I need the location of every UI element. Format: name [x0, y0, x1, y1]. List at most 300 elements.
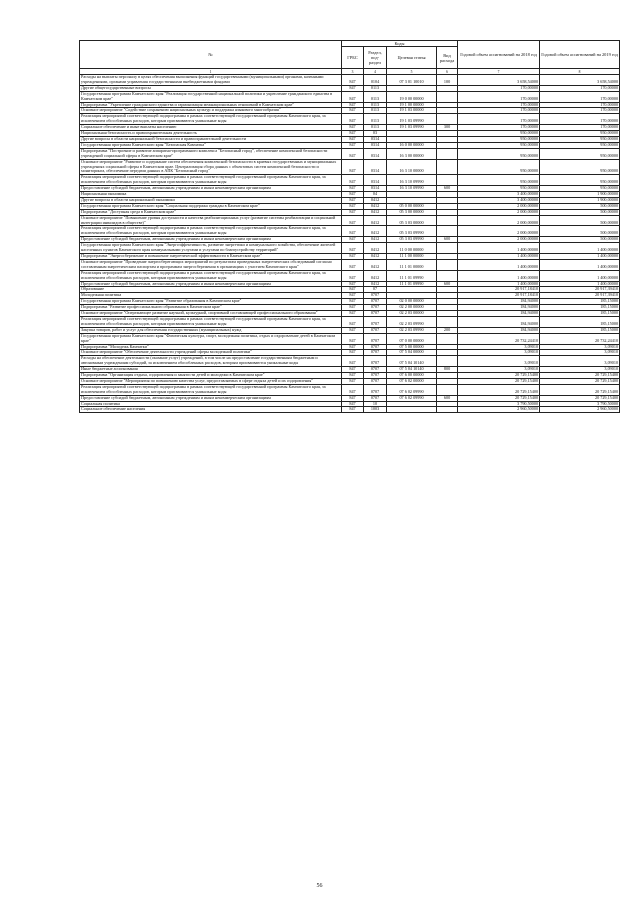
table-row [80, 148, 620, 159]
table-row [80, 270, 620, 281]
table-row [80, 175, 620, 186]
row-grbs-cell: 847 [342, 131, 364, 137]
row-name-cell: Основное мероприятие "Развитие и содержание систем обеспечения комплексной безопасности в краевых государственных и муниципальных учреждениях социальной сферы в Камчатском крае. Централизация сбора данных с объектовых систем комплексной безопасности и мониторинга, обеспечение передачи данных в АПК "Безопасный город" [80, 159, 342, 175]
row-grbs-cell: 847 [342, 287, 364, 293]
row-name-cell: Национальная безопасность и правоохранительная деятельность [80, 131, 342, 137]
row-grbs-cell: 847 [342, 148, 364, 159]
row-grbs-cell: 847 [342, 395, 364, 401]
row-sum-2019-cell: 170,00000 [540, 125, 620, 131]
row-grbs-cell: 847 [342, 281, 364, 287]
row-grbs-cell: 847 [342, 226, 364, 237]
row-sum-2019-cell: 3,09010 [540, 350, 620, 356]
row-section-cell: 0707 [364, 384, 387, 395]
row-sum-2019-cell: 1 400,00000 [540, 270, 620, 281]
row-target-article-cell: 11 1 01 00000 [387, 259, 437, 270]
row-name-cell: Социальная политика [80, 401, 342, 407]
row-grbs-cell: 847 [342, 237, 364, 243]
row-name-cell: Основное мероприятие "Содействие сохранению национальных культур и поддержка языкового многообразия" [80, 108, 342, 114]
row-sum-2018-cell: 950,00000 [458, 148, 540, 159]
row-section-cell: 0314 [364, 142, 387, 148]
row-sum-2019-cell: 3,09010 [540, 344, 620, 350]
row-sum-2018-cell: 20 729,15400 [458, 373, 540, 379]
row-name-cell: Предоставление субсидий бюджетным, автономным учреждениям и иным некоммерческим организациям [80, 186, 342, 192]
row-expense-type-cell [437, 148, 458, 159]
row-name-cell: Другие вопросы в области национальной экономики [80, 197, 342, 203]
row-sum-2018-cell: 170,00000 [458, 85, 540, 91]
row-grbs-cell: 847 [342, 75, 364, 86]
row-section-cell: 0707 [364, 311, 387, 317]
row-section-cell: 0314 [364, 159, 387, 175]
row-expense-type-cell: 600 [437, 237, 458, 243]
row-sum-2018-cell: 2 000,00000 [458, 237, 540, 243]
row-grbs-cell: 847 [342, 327, 364, 333]
row-expense-type-cell [437, 384, 458, 395]
row-sum-2018-cell: 950,00000 [458, 159, 540, 175]
header-target-article: Целевая статья [387, 47, 437, 69]
row-section-cell: 0113 [364, 125, 387, 131]
row-section-cell: 0707 [364, 373, 387, 379]
row-expense-type-cell: 300 [437, 125, 458, 131]
row-name-cell: Другие общегосударственные вопросы [80, 85, 342, 91]
budget-table [79, 40, 620, 413]
row-name-cell: Государственная программа Камчатского края "Безопасная Камчатка" [80, 142, 342, 148]
row-name-cell: Другие вопросы в области национальной безопасности и правоохранительной деятельности [80, 136, 342, 142]
row-sum-2019-cell: 170,00000 [540, 91, 620, 102]
row-sum-2019-cell: 20 917,39410 [540, 287, 620, 293]
row-sum-2019-cell: 170,00000 [540, 85, 620, 91]
row-sum-2018-cell: 3,09010 [458, 367, 540, 373]
row-expense-type-cell: 600 [437, 186, 458, 192]
row-sum-2018-cell: 184,94000 [458, 316, 540, 327]
row-sum-2018-cell: 3 400,00000 [458, 192, 540, 198]
row-expense-type-cell: 100 [437, 75, 458, 86]
row-sum-2018-cell: 950,00000 [458, 131, 540, 137]
row-target-article-cell: 19 1 03 00000 [387, 108, 437, 114]
row-grbs-cell: 847 [342, 114, 364, 125]
row-sum-2019-cell: 185,15000 [540, 299, 620, 305]
row-sum-2018-cell: 1 400,00000 [458, 243, 540, 254]
row-target-article-cell: 16 3 00 00000 [387, 148, 437, 159]
row-name-cell: Реализация мероприятий соответствующей подпрограммы в рамках соответствующей государственной программы Камчатского края, за исключением обособленных расходов, которым присваиваются уникальные коды [80, 316, 342, 327]
row-section-cell: 03 [364, 131, 387, 137]
row-sum-2019-cell: 185,15000 [540, 327, 620, 333]
row-sum-2018-cell: 20 729,15400 [458, 384, 540, 395]
table-row [80, 333, 620, 344]
row-target-article-cell: 07 5 00 00000 [387, 344, 437, 350]
row-grbs-cell: 847 [342, 91, 364, 102]
row-section-cell: 10 [364, 401, 387, 407]
table-row [80, 356, 620, 367]
row-target-article-cell: 07 3 01 10010 [387, 75, 437, 86]
row-section-cell: 0707 [364, 367, 387, 373]
row-section-cell: 0707 [364, 327, 387, 333]
row-sum-2019-cell: 1 900,00000 [540, 197, 620, 203]
table-row [80, 226, 620, 237]
table-row [80, 243, 620, 254]
column-number-7: 8 [540, 69, 620, 75]
row-target-article-cell: 07 5 04 10140 [387, 356, 437, 367]
row-sum-2019-cell: 20 732,24410 [540, 333, 620, 344]
row-sum-2018-cell: 184,94000 [458, 311, 540, 317]
row-sum-2018-cell: 184,94000 [458, 299, 540, 305]
row-name-cell: Подпрограмма "Энергосбережение и повышение энергетической эффективности в Камчатском крае" [80, 254, 342, 260]
row-section-cell: 0707 [364, 305, 387, 311]
row-target-article-cell: 05 3 03 00000 [387, 215, 437, 226]
row-grbs-cell: 847 [342, 186, 364, 192]
row-section-cell: 0412 [364, 226, 387, 237]
row-grbs-cell: 847 [342, 356, 364, 367]
row-grbs-cell: 847 [342, 102, 364, 108]
row-name-cell: Предоставление субсидий бюджетным, автономным учреждениям и иным некоммерческим организациям [80, 237, 342, 243]
row-section-cell: 07 [364, 287, 387, 293]
row-name-cell: Предоставление субсидий бюджетным, автономным учреждениям и иным некоммерческим организациям [80, 395, 342, 401]
row-sum-2019-cell: 1 400,00000 [540, 281, 620, 287]
row-name-cell: Реализация мероприятий соответствующей подпрограммы в рамках соответствующей государственной программы Камчатского края, за исключением обособленных расходов, которым присваиваются уникальные коды [80, 270, 342, 281]
row-sum-2019-cell: 20 729,15400 [540, 384, 620, 395]
row-sum-2018-cell: 170,00000 [458, 114, 540, 125]
header-sum-2019: Годовой объем ассигнований на 2019 год [540, 41, 620, 69]
row-target-article-cell: 19 1 03 09990 [387, 114, 437, 125]
row-grbs-cell: 847 [342, 270, 364, 281]
row-target-article-cell: 11 1 01 09990 [387, 281, 437, 287]
row-grbs-cell: 847 [342, 136, 364, 142]
row-target-article-cell [387, 407, 437, 413]
row-section-cell: 0412 [364, 215, 387, 226]
row-grbs-cell: 847 [342, 373, 364, 379]
row-expense-type-cell [437, 333, 458, 344]
row-name-cell: Подпрограмма "Организация отдыха, оздоровления и занятости детей и молодежи в Камчатском крае" [80, 373, 342, 379]
row-sum-2018-cell: 3,09010 [458, 344, 540, 350]
row-sum-2018-cell: 184,94000 [458, 305, 540, 311]
row-sum-2018-cell: 2 000,00000 [458, 203, 540, 209]
row-target-article-cell: 02 2 03 09990 [387, 316, 437, 327]
row-name-cell: Подпрограмма "Доступная среда в Камчатском крае" [80, 209, 342, 215]
row-section-cell: 0412 [364, 209, 387, 215]
row-section-cell: 0707 [364, 293, 387, 299]
header-sum-2018: Годовой объем ассигнований на 2018 год [458, 41, 540, 69]
table-row [80, 159, 620, 175]
row-name-cell: Реализация мероприятий соответствующей подпрограммы в рамках соответствующей государственной программы Камчатского края, за исключением обособленных расходов, которым присваиваются уникальные коды [80, 114, 342, 125]
row-sum-2019-cell: 3 790,50000 [540, 401, 620, 407]
row-section-cell: 0113 [364, 91, 387, 102]
row-sum-2018-cell: 2 000,00000 [458, 215, 540, 226]
row-sum-2018-cell: 2 000,00000 [458, 226, 540, 237]
row-target-article-cell: 11 1 01 09990 [387, 270, 437, 281]
row-target-article-cell: 16 3 10 09990 [387, 186, 437, 192]
table-row [80, 215, 620, 226]
row-section-cell: 0412 [364, 243, 387, 254]
row-name-cell: Социальное обеспечение населения [80, 407, 342, 413]
row-target-article-cell: 07 5 04 10140 [387, 367, 437, 373]
row-expense-type-cell [437, 175, 458, 186]
row-target-article-cell: 07 0 00 00000 [387, 333, 437, 344]
row-section-cell: 0412 [364, 270, 387, 281]
row-section-cell: 0314 [364, 186, 387, 192]
row-sum-2019-cell: 950,00000 [540, 131, 620, 137]
row-target-article-cell: 05 3 03 09990 [387, 237, 437, 243]
row-grbs-cell: 847 [342, 316, 364, 327]
row-name-cell: Расходы на выплаты персоналу в целях обеспечения выполнения функций государственными (муниципальными) органами, казенными учреждениями, органами управления государственными внебюджетными фондами [80, 75, 342, 86]
row-sum-2019-cell: 1 400,00000 [540, 243, 620, 254]
row-grbs-cell: 847 [342, 311, 364, 317]
row-sum-2019-cell: 1 900,00000 [540, 192, 620, 198]
row-section-cell: 0412 [364, 237, 387, 243]
row-sum-2019-cell: 500,00000 [540, 215, 620, 226]
row-sum-2018-cell: 184,94000 [458, 327, 540, 333]
row-sum-2019-cell: 500,00000 [540, 237, 620, 243]
row-grbs-cell: 847 [342, 215, 364, 226]
row-grbs-cell: 847 [342, 203, 364, 209]
row-sum-2018-cell: 20 732,24410 [458, 333, 540, 344]
row-expense-type-cell [437, 316, 458, 327]
row-target-article-cell: 05 0 00 00000 [387, 203, 437, 209]
row-sum-2018-cell: 3 400,00000 [458, 197, 540, 203]
row-grbs-cell: 847 [342, 384, 364, 395]
row-sum-2019-cell: 950,00000 [540, 136, 620, 142]
row-sum-2019-cell: 500,00000 [540, 226, 620, 237]
row-target-article-cell: 05 3 03 09990 [387, 226, 437, 237]
table-row [80, 259, 620, 270]
row-name-cell: Предоставление субсидий бюджетным, автономным учреждениям и иным некоммерческим организациям [80, 281, 342, 287]
row-target-article-cell: 16 3 10 09990 [387, 175, 437, 186]
row-grbs-cell: 847 [342, 175, 364, 186]
row-name-cell: Молодежная политика [80, 293, 342, 299]
row-name-cell: Государственная программа Камчатского края "Энергоэффективность, развитие энергетики и коммунального хозяйства, обеспечение жителей населенных пунктов Камчатского края коммунальными услугами и услугами по благоустройству территорий" [80, 243, 342, 254]
row-section-cell: 0707 [364, 299, 387, 305]
row-sum-2018-cell: 20 729,15400 [458, 395, 540, 401]
row-name-cell: Основное мероприятие "Повышение уровня доступности и качества реабилитационных услуг (развитие системы реабилитации и социальной интеграции инвалидов в обществе)" [80, 215, 342, 226]
row-target-article-cell: 07 5 04 00000 [387, 350, 437, 356]
row-sum-2018-cell: 1 400,00000 [458, 259, 540, 270]
row-name-cell: Образование [80, 287, 342, 293]
row-name-cell: Подпрограмма "Молодежь Камчатки" [80, 344, 342, 350]
row-sum-2018-cell: 20 729,15400 [458, 378, 540, 384]
row-section-cell: 04 [364, 192, 387, 198]
row-sum-2019-cell: 2 960,50000 [540, 407, 620, 413]
row-sum-2018-cell: 950,00000 [458, 136, 540, 142]
row-sum-2019-cell: 170,00000 [540, 102, 620, 108]
header-section: Раздел, под-раздел [364, 47, 387, 69]
row-sum-2019-cell: 950,00000 [540, 186, 620, 192]
row-section-cell: 0707 [364, 395, 387, 401]
row-section-cell: 0113 [364, 102, 387, 108]
row-name-cell: Иные бюджетные ассигнования [80, 367, 342, 373]
row-grbs-cell: 847 [342, 159, 364, 175]
row-section-cell: 1003 [364, 407, 387, 413]
row-name-cell: Социальное обеспечение и иные выплаты населению [80, 125, 342, 131]
row-expense-type-cell [437, 91, 458, 102]
row-expense-type-cell [437, 259, 458, 270]
row-target-article-cell: 19 1 03 09990 [387, 125, 437, 131]
row-expense-type-cell [437, 407, 458, 413]
row-expense-type-cell [437, 243, 458, 254]
row-grbs-cell: 847 [342, 197, 364, 203]
row-section-cell: 0113 [364, 85, 387, 91]
row-target-article-cell: 02 0 00 00000 [387, 299, 437, 305]
row-grbs-cell: 847 [342, 378, 364, 384]
row-sum-2019-cell: 950,00000 [540, 142, 620, 148]
row-sum-2019-cell: 20 729,15400 [540, 373, 620, 379]
table-body [80, 75, 620, 413]
row-name-cell: Закупка товаров, работ и услуг для обеспечения государственных (муниципальных) нужд [80, 327, 342, 333]
row-sum-2018-cell: 2 000,00000 [458, 209, 540, 215]
row-name-cell: Основное мероприятие "Проведение энергосберегающих мероприятий по результатам проведенных энергетических обследований согласно составленным энергетическим паспортам и программам энергосбережения в организациях с участием Камчатского края" [80, 259, 342, 270]
row-section-cell: 0412 [364, 259, 387, 270]
row-grbs-cell: 847 [342, 299, 364, 305]
row-target-article-cell: 07 6 02 09990 [387, 384, 437, 395]
row-name-cell: Основное мероприятие "Опережающее развитие научной, культурной, спортивной составляющей профессионального образования" [80, 311, 342, 317]
row-section-cell: 0707 [364, 350, 387, 356]
row-grbs-cell: 847 [342, 85, 364, 91]
row-grbs-cell: 847 [342, 192, 364, 198]
page-number: 56 [316, 883, 323, 889]
table-row [80, 407, 620, 413]
table-row [80, 316, 620, 327]
row-sum-2018-cell: 3,09010 [458, 356, 540, 367]
row-sum-2019-cell: 20 917,39410 [540, 293, 620, 299]
row-sum-2019-cell: 1 400,00000 [540, 254, 620, 260]
row-section-cell: 0707 [364, 378, 387, 384]
row-expense-type-cell [437, 226, 458, 237]
row-sum-2019-cell: 20 729,15400 [540, 378, 620, 384]
row-name-cell: Реализация мероприятий соответствующей подпрограммы в рамках соответствующей государственной программы Камчатского края, за исключением обособленных расходов, которым присваиваются уникальные коды [80, 175, 342, 186]
row-sum-2019-cell: 20 729,15400 [540, 395, 620, 401]
row-sum-2018-cell: 170,00000 [458, 108, 540, 114]
column-number-4: 5 [387, 69, 437, 75]
row-target-article-cell: 02 2 03 09990 [387, 327, 437, 333]
row-sum-2018-cell: 170,00000 [458, 91, 540, 102]
column-number-5: 6 [437, 69, 458, 75]
row-sum-2019-cell: 950,00000 [540, 159, 620, 175]
row-sum-2019-cell: 3 658,54000 [540, 75, 620, 86]
row-expense-type-cell: 200 [437, 327, 458, 333]
row-section-cell: 0707 [364, 344, 387, 350]
row-grbs-cell: 847 [342, 142, 364, 148]
row-target-article-cell: 16 0 00 00000 [387, 142, 437, 148]
row-grbs-cell: 847 [342, 243, 364, 254]
row-name-cell: Подпрограмма "Укрепление гражданского единства и гармонизация межнациональных отношений в Камчатском крае" [80, 102, 342, 108]
row-sum-2019-cell: 185,15000 [540, 311, 620, 317]
row-name-cell: Государственная программа Камчатского края "Развитие образования в Камчатском крае" [80, 299, 342, 305]
row-section-cell: 0113 [364, 114, 387, 125]
row-section-cell: 0707 [364, 333, 387, 344]
row-grbs-cell: 847 [342, 367, 364, 373]
row-name-cell: Реализация мероприятий соответствующей подпрограммы в рамках соответствующей государственной программы Камчатского края, за исключением обособленных расходов, которым присваиваются уникальные коды [80, 384, 342, 395]
row-sum-2019-cell: 950,00000 [540, 148, 620, 159]
table-row [80, 91, 620, 102]
row-grbs-cell: 847 [342, 407, 364, 413]
row-target-article-cell: 11 1 00 00000 [387, 254, 437, 260]
row-grbs-cell: 847 [342, 259, 364, 270]
row-target-article-cell: 19 1 00 00000 [387, 102, 437, 108]
row-target-article-cell: 11 0 00 00000 [387, 243, 437, 254]
row-sum-2019-cell: 185,15000 [540, 305, 620, 311]
row-name-cell: Государственная программа Камчатского края "Физическая культура, спорт, молодежная политика, отдых и оздоровление детей в Камчатском крае" [80, 333, 342, 344]
row-grbs-cell: 847 [342, 344, 364, 350]
row-sum-2018-cell: 3,09010 [458, 350, 540, 356]
row-expense-type-cell [437, 215, 458, 226]
row-sum-2019-cell: 500,00000 [540, 209, 620, 215]
table-row [80, 114, 620, 125]
row-expense-type-cell: 800 [437, 367, 458, 373]
row-target-article-cell: 07 6 02 09990 [387, 395, 437, 401]
row-sum-2018-cell: 950,00000 [458, 142, 540, 148]
header-grbs: ГРБС [342, 47, 364, 69]
row-target-article-cell: 07 6 02 00000 [387, 378, 437, 384]
row-sum-2019-cell: 185,15000 [540, 316, 620, 327]
row-grbs-cell: 847 [342, 293, 364, 299]
row-grbs-cell: 847 [342, 209, 364, 215]
row-target-article-cell: 05 3 00 00000 [387, 209, 437, 215]
column-number-2: 3 [342, 69, 364, 75]
row-grbs-cell: 847 [342, 125, 364, 131]
row-expense-type-cell [437, 159, 458, 175]
row-expense-type-cell: 600 [437, 395, 458, 401]
row-name-cell: Реализация мероприятий соответствующей подпрограммы в рамках соответствующей государственной программы Камчатского края, за исключением обособленных расходов, которым присваиваются уникальные коды [80, 226, 342, 237]
row-section-cell: 0412 [364, 254, 387, 260]
row-grbs-cell: 847 [342, 305, 364, 311]
header-number: № [80, 41, 342, 69]
row-name-cell: Государственная программа Камчатского края "Социальная поддержка граждан в Камчатском крае" [80, 203, 342, 209]
table-row [80, 384, 620, 395]
row-sum-2019-cell: 500,00000 [540, 203, 620, 209]
row-section-cell: 0314 [364, 136, 387, 142]
column-number-3: 4 [364, 69, 387, 75]
row-grbs-cell: 847 [342, 350, 364, 356]
row-sum-2019-cell: 1 400,00000 [540, 259, 620, 270]
row-sum-2019-cell: 950,00000 [540, 175, 620, 186]
row-sum-2018-cell: 20 917,18410 [458, 293, 540, 299]
row-sum-2019-cell: 170,00000 [540, 114, 620, 125]
row-expense-type-cell: 600 [437, 281, 458, 287]
row-sum-2018-cell: 20 917,18410 [458, 287, 540, 293]
row-section-cell: 0707 [364, 356, 387, 367]
row-name-cell: Основное мероприятие "Мероприятия по повышению качества услуг, предоставляемых в сфере отдыха детей и их оздоровления" [80, 378, 342, 384]
row-target-article-cell: 19 0 00 00000 [387, 91, 437, 102]
row-section-cell: 0314 [364, 175, 387, 186]
row-grbs-cell: 847 [342, 254, 364, 260]
row-sum-2018-cell: 3 658,54000 [458, 75, 540, 86]
row-section-cell: 0412 [364, 203, 387, 209]
row-sum-2018-cell: 2 960,50000 [458, 407, 540, 413]
row-section-cell: 0314 [364, 148, 387, 159]
row-name-cell: Государственная программа Камчатского края "Реализация государственной национальной политики и укрепление гражданского единства в Камчатском крае" [80, 91, 342, 102]
row-name-cell: Основное мероприятие "Обеспечение деятельности учреждений сферы молодежной политики" [80, 350, 342, 356]
row-sum-2019-cell: 3,09010 [540, 356, 620, 367]
row-grbs-cell: 847 [342, 333, 364, 344]
row-sum-2018-cell: 1 400,00000 [458, 281, 540, 287]
row-name-cell: Подпрограмма "Развитие профессионального образования в Камчатском крае" [80, 305, 342, 311]
column-number-6: 7 [458, 69, 540, 75]
row-section-cell: 0707 [364, 316, 387, 327]
table-row [80, 75, 620, 86]
row-sum-2019-cell: 3,09010 [540, 367, 620, 373]
row-section-cell: 0412 [364, 281, 387, 287]
row-grbs-cell: 847 [342, 108, 364, 114]
row-sum-2018-cell: 1 400,00000 [458, 254, 540, 260]
row-section-cell: 0113 [364, 108, 387, 114]
header-codes-group: Коды [342, 41, 458, 47]
row-sum-2018-cell: 3 790,50000 [458, 401, 540, 407]
row-sum-2019-cell: 170,00000 [540, 108, 620, 114]
row-target-article-cell: 07 6 00 00000 [387, 373, 437, 379]
row-sum-2018-cell: 950,00000 [458, 175, 540, 186]
row-target-article-cell: 02 2 00 00000 [387, 305, 437, 311]
column-number-1: 1 [80, 69, 342, 75]
row-expense-type-cell [437, 356, 458, 367]
row-section-cell: 0104 [364, 75, 387, 86]
row-section-cell: 0412 [364, 197, 387, 203]
